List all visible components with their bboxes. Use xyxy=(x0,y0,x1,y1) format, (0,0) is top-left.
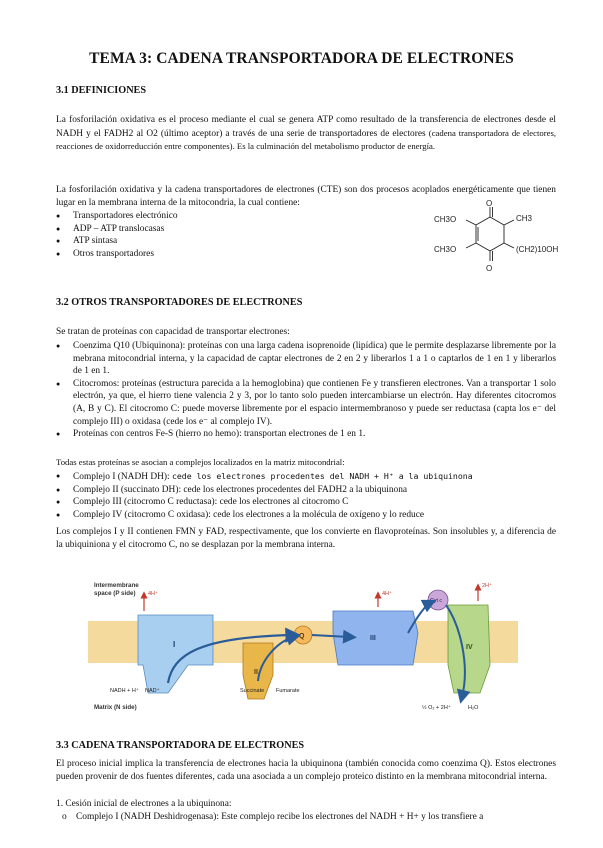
list-item-ubiquinone: ● Coenzima Q10 (Ubiquinona): proteínas con una larga cadena isoprenoide (lipídica) que le permite desplazarse libremente por la mebrana mitocondrial interna, y la capacidad de captar electrones de 2 en 2 y liberarlos 1 a 1 o captarlos de 1 en 1 y liberarlos de 1 en 1. xyxy=(56,340,556,378)
list-item-complex-1 xyxy=(56,470,556,484)
complex-2-label: II xyxy=(254,669,258,676)
list-item: ● Otros transportadores xyxy=(56,248,178,261)
proton-label-4: 2H⁺ xyxy=(482,583,492,589)
list-item-cytochromes: ● Citocromos: proteínas (estructura parecida a la hemoglobina) que contienen Fe y transfieren electrones. Van a transportar 1 solo electrón, ya que, el hierro tiene valencia 2 y 3, por lo tanto solo pueden intercambiarse un electrón. Hay diferentes citocromos (A, B y C). El citocromo C: puede moverse libremente por el espacio intermembranoso y puede ser reductasa (capta los e⁻ del complejo III) o oxidasa (cede los e⁻ al complejo IV). xyxy=(56,378,556,428)
ims-sublabel: space (P side) xyxy=(94,590,136,597)
sub-bullet-icon: o xyxy=(62,812,67,822)
nadh-label: NADH + H⁺ xyxy=(110,688,139,694)
complex-1-name: Complejo I (NADH DH): xyxy=(73,472,172,482)
sub-item-complex-1 xyxy=(62,811,556,824)
nad-label: NAD⁺ xyxy=(145,688,160,694)
list-item: ● ATP sintasa xyxy=(56,235,178,248)
methoxy-top-label: CH3O xyxy=(434,215,457,224)
cytc-label: Cyt c xyxy=(430,598,443,604)
list-item: ● ADP – ATP translocasas xyxy=(56,223,178,236)
paragraph-complexes: Todas estas proteínas se asocian a complejos localizados en la matriz mitocondrial: xyxy=(56,457,345,467)
section-heading-3-2: 3.2 OTROS TRANSPORTADORES DE ELECTRONES xyxy=(56,297,303,308)
paragraph-intro: Se tratan de proteínas con capacidad de transportar electrones: xyxy=(56,327,290,337)
page-title: TEMA 3: CADENA TRANSPORTADORA DE ELECTRONES xyxy=(89,50,514,67)
numbered-item-1: 1. Cesión inicial de electrones a la ubiquinona: xyxy=(56,799,232,809)
proton-label-3: 4H⁺ xyxy=(382,591,392,597)
ims-label: Intermembrane xyxy=(94,582,139,589)
list-item-complex-3: ● Complejo III (citocromo C reductasa): cede los electrones al citocromo C xyxy=(56,496,556,509)
list-item-complex-4: ● Complejo IV (citocromo C oxidasa): cede los electrones a la molécula de oxígeno y lo reduce xyxy=(56,509,556,522)
oxygen-reactant-label: ½ O₂ + 2H⁺ xyxy=(422,705,451,711)
complex-1-desc: cede los electrones procedentes del NADH + H⁺ a la ubiquinona xyxy=(171,471,473,481)
complex-1-shape xyxy=(138,615,213,693)
proton-label-1: 4H⁺ xyxy=(148,591,158,597)
matrix-label: Matrix (N side) xyxy=(94,704,137,711)
paragraph-flavoproteins: Los complejos I y II contienen FMN y FAD, respectivamente, que los convierte en flavoproteínas. Son insolubles y, a diferencia de la ubiquiniona y el citocromo C, no se desplazan por la membrana interna. xyxy=(56,527,556,550)
complexes-list xyxy=(56,470,556,521)
paragraph-coupled: La fosforilación oxidativa y la cadena transportadores de electrones (CTE) son dos procesos acoplados energéticamente que tienen lugar en la membrana interna de la mitocondria, la cual contiene: xyxy=(56,185,556,208)
list-item-complex-2: ● Complejo II (succinato DH): cede los electrones procedentes del FADH2 a la ubiquinona xyxy=(56,484,556,497)
water-label: H₂O xyxy=(468,705,479,711)
sub-item-text: Complejo I (NADH Deshidrogenasa): Este complejo recibe los electrones del NADH + H+ y los transfiere a xyxy=(76,812,484,822)
q-label: Q xyxy=(299,633,305,640)
section-heading-3-1: 3.1 DEFINICIONES xyxy=(56,85,147,96)
complex-1-label: I xyxy=(173,640,176,649)
paragraph-initial-process: El proceso inicial implica la transferencia de electrones hacia la ubiquinona (también conocida como coenzima Q). Estos electrones pueden provenir de dos fuentes diferentes, cada una asociada a un complejo proteico distinto en la membrana mitocondrial interna. xyxy=(56,759,556,782)
paragraph-definition xyxy=(56,114,556,154)
methyl-label: CH3 xyxy=(516,214,533,223)
membrane-components-list xyxy=(56,210,178,260)
list-item: ● Transportadores electrónico xyxy=(56,210,178,223)
chain-label: (CH2)10OH xyxy=(516,245,559,254)
section-heading-3-3: 3.3 CADENA TRANSPORTADORA DE ELECTRONES xyxy=(56,740,305,751)
fumarate-label: Fumarate xyxy=(276,688,300,694)
ubiquinone-structure xyxy=(420,200,560,278)
methoxy-bottom-label: CH3O xyxy=(434,245,457,254)
oxygen-bottom-label: O xyxy=(486,264,493,273)
paragraph-definition-tail: (cadena transportadora de electores, reacciones de oxidorreducción entre componentes). Es la culminación del metabolismo productor de energía. xyxy=(56,127,557,152)
complex-3-label: III xyxy=(370,635,376,642)
transporters-list xyxy=(56,340,556,441)
paragraph-definition-text: La fosforilación oxidativa es el proceso mediante el cual se genera ATP como resultado de la transferencia de electrones desde el NADH y el FADH2 al O2 (último aceptor) a través de una serie de transportadores de electores xyxy=(56,115,556,139)
list-item-fes: ● Proteínas con centros Fe-S (hierro no hemo): transportan electrones de 1 en 1. xyxy=(56,428,556,441)
succinate-label: Succinate xyxy=(240,688,265,694)
oxygen-top-label: O xyxy=(486,200,493,208)
ring-shape xyxy=(476,217,504,251)
complex-4-label: IV xyxy=(466,644,473,651)
electron-transport-chain-figure xyxy=(88,575,518,725)
